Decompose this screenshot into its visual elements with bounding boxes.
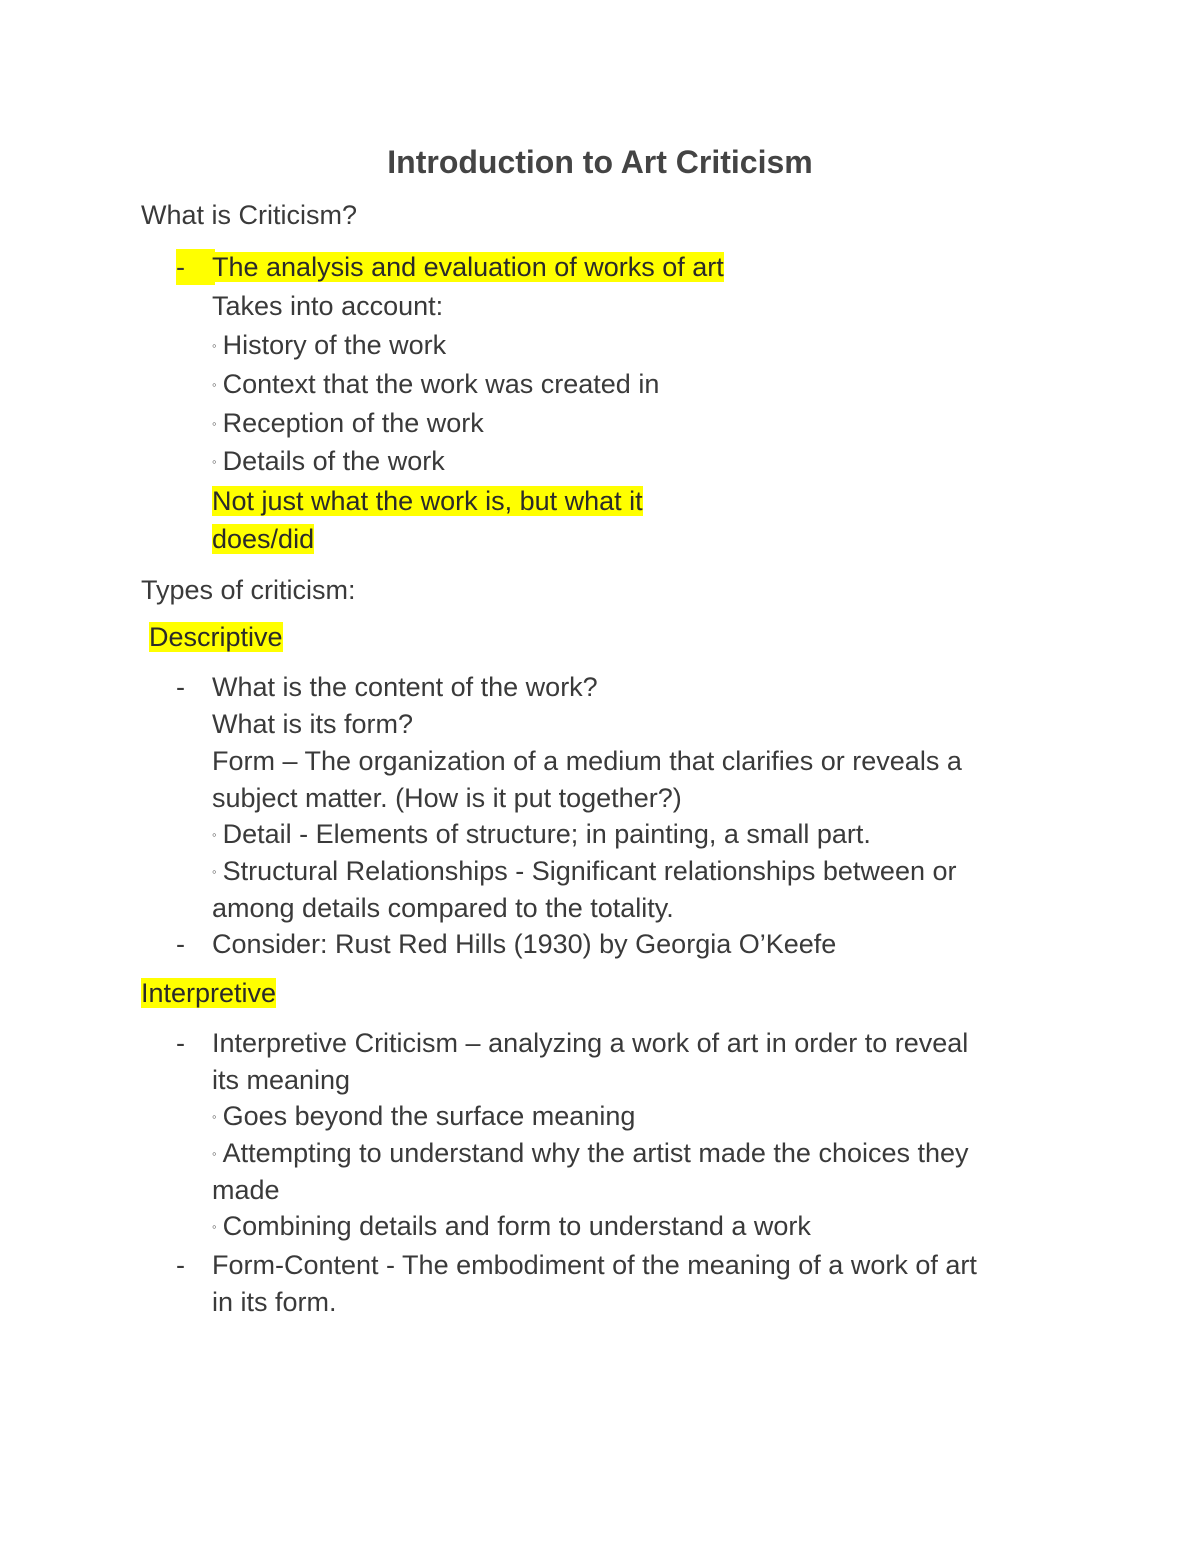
list-item: ◦ Detail - Elements of structure; in painting, a small part. bbox=[212, 816, 871, 853]
circle-bullet-icon: ◦ bbox=[212, 1109, 217, 1124]
dash-marker: - bbox=[176, 672, 185, 702]
list-item: ◦ Context that the work was created in bbox=[212, 366, 659, 403]
note-line bbox=[212, 521, 314, 557]
form-definition-line: subject matter. (How is it put together?) bbox=[212, 783, 682, 813]
dash-marker: - bbox=[176, 249, 215, 285]
circle-bullet-icon: ◦ bbox=[212, 1219, 217, 1234]
interpretive-heading-line bbox=[141, 975, 276, 1011]
list-item: ◦ Goes beyond the surface meaning bbox=[212, 1098, 635, 1135]
list-item-continuation: made bbox=[212, 1175, 280, 1205]
list-item: ◦ Combining details and form to understand a work bbox=[212, 1208, 811, 1245]
section-heading-what-is-criticism: What is Criticism? bbox=[141, 200, 358, 230]
definition-text: The analysis and evaluation of works of art bbox=[212, 252, 724, 282]
note-text: does/did bbox=[212, 524, 315, 554]
list-item: ◦ Attempting to understand why the artist made the choices they bbox=[212, 1135, 969, 1172]
circle-bullet-icon: ◦ bbox=[212, 864, 217, 879]
descriptive-heading-line bbox=[149, 619, 283, 655]
definition-line bbox=[212, 249, 724, 285]
descriptive-heading: Descriptive bbox=[149, 622, 283, 652]
form-content-line: Form-Content - The embodiment of the meaning of a work of art bbox=[212, 1250, 977, 1280]
note-text: Not just what the work is, but what it bbox=[212, 486, 643, 516]
descriptive-question-form: What is its form? bbox=[212, 709, 414, 739]
interpretive-definition-line: its meaning bbox=[212, 1065, 351, 1095]
circle-bullet-icon: ◦ bbox=[212, 1146, 217, 1161]
interpretive-heading: Interpretive bbox=[141, 978, 277, 1008]
circle-bullet-icon: ◦ bbox=[212, 827, 217, 842]
list-item: ◦ History of the work bbox=[212, 327, 446, 364]
form-content-line: in its form. bbox=[212, 1287, 337, 1317]
note-line bbox=[212, 483, 643, 519]
structural-line: among details compared to the totality. bbox=[212, 893, 674, 923]
page-title: Introduction to Art Criticism bbox=[387, 144, 813, 180]
circle-bullet-icon: ◦ bbox=[212, 338, 217, 353]
consider-line: Consider: Rust Red Hills (1930) by Georgia O’Keefe bbox=[212, 929, 837, 959]
circle-bullet-icon: ◦ bbox=[212, 377, 217, 392]
descriptive-question-content: What is the content of the work? bbox=[212, 672, 598, 702]
dash-marker: - bbox=[176, 1028, 185, 1058]
circle-bullet-icon: ◦ bbox=[212, 454, 217, 469]
takes-into-account: Takes into account: bbox=[212, 291, 444, 321]
types-heading: Types of criticism: bbox=[141, 575, 356, 605]
circle-bullet-icon: ◦ bbox=[212, 416, 217, 431]
dash-marker: - bbox=[176, 929, 185, 959]
dash-marker: - bbox=[176, 1250, 185, 1280]
list-item: ◦ Details of the work bbox=[212, 443, 445, 480]
interpretive-definition-line: Interpretive Criticism – analyzing a work of art in order to reveal bbox=[212, 1028, 969, 1058]
form-definition-line: Form – The organization of a medium that clarifies or reveals a bbox=[212, 746, 962, 776]
list-item: ◦ Structural Relationships - Significant relationships between or bbox=[212, 853, 957, 890]
list-item: ◦ Reception of the work bbox=[212, 405, 484, 442]
